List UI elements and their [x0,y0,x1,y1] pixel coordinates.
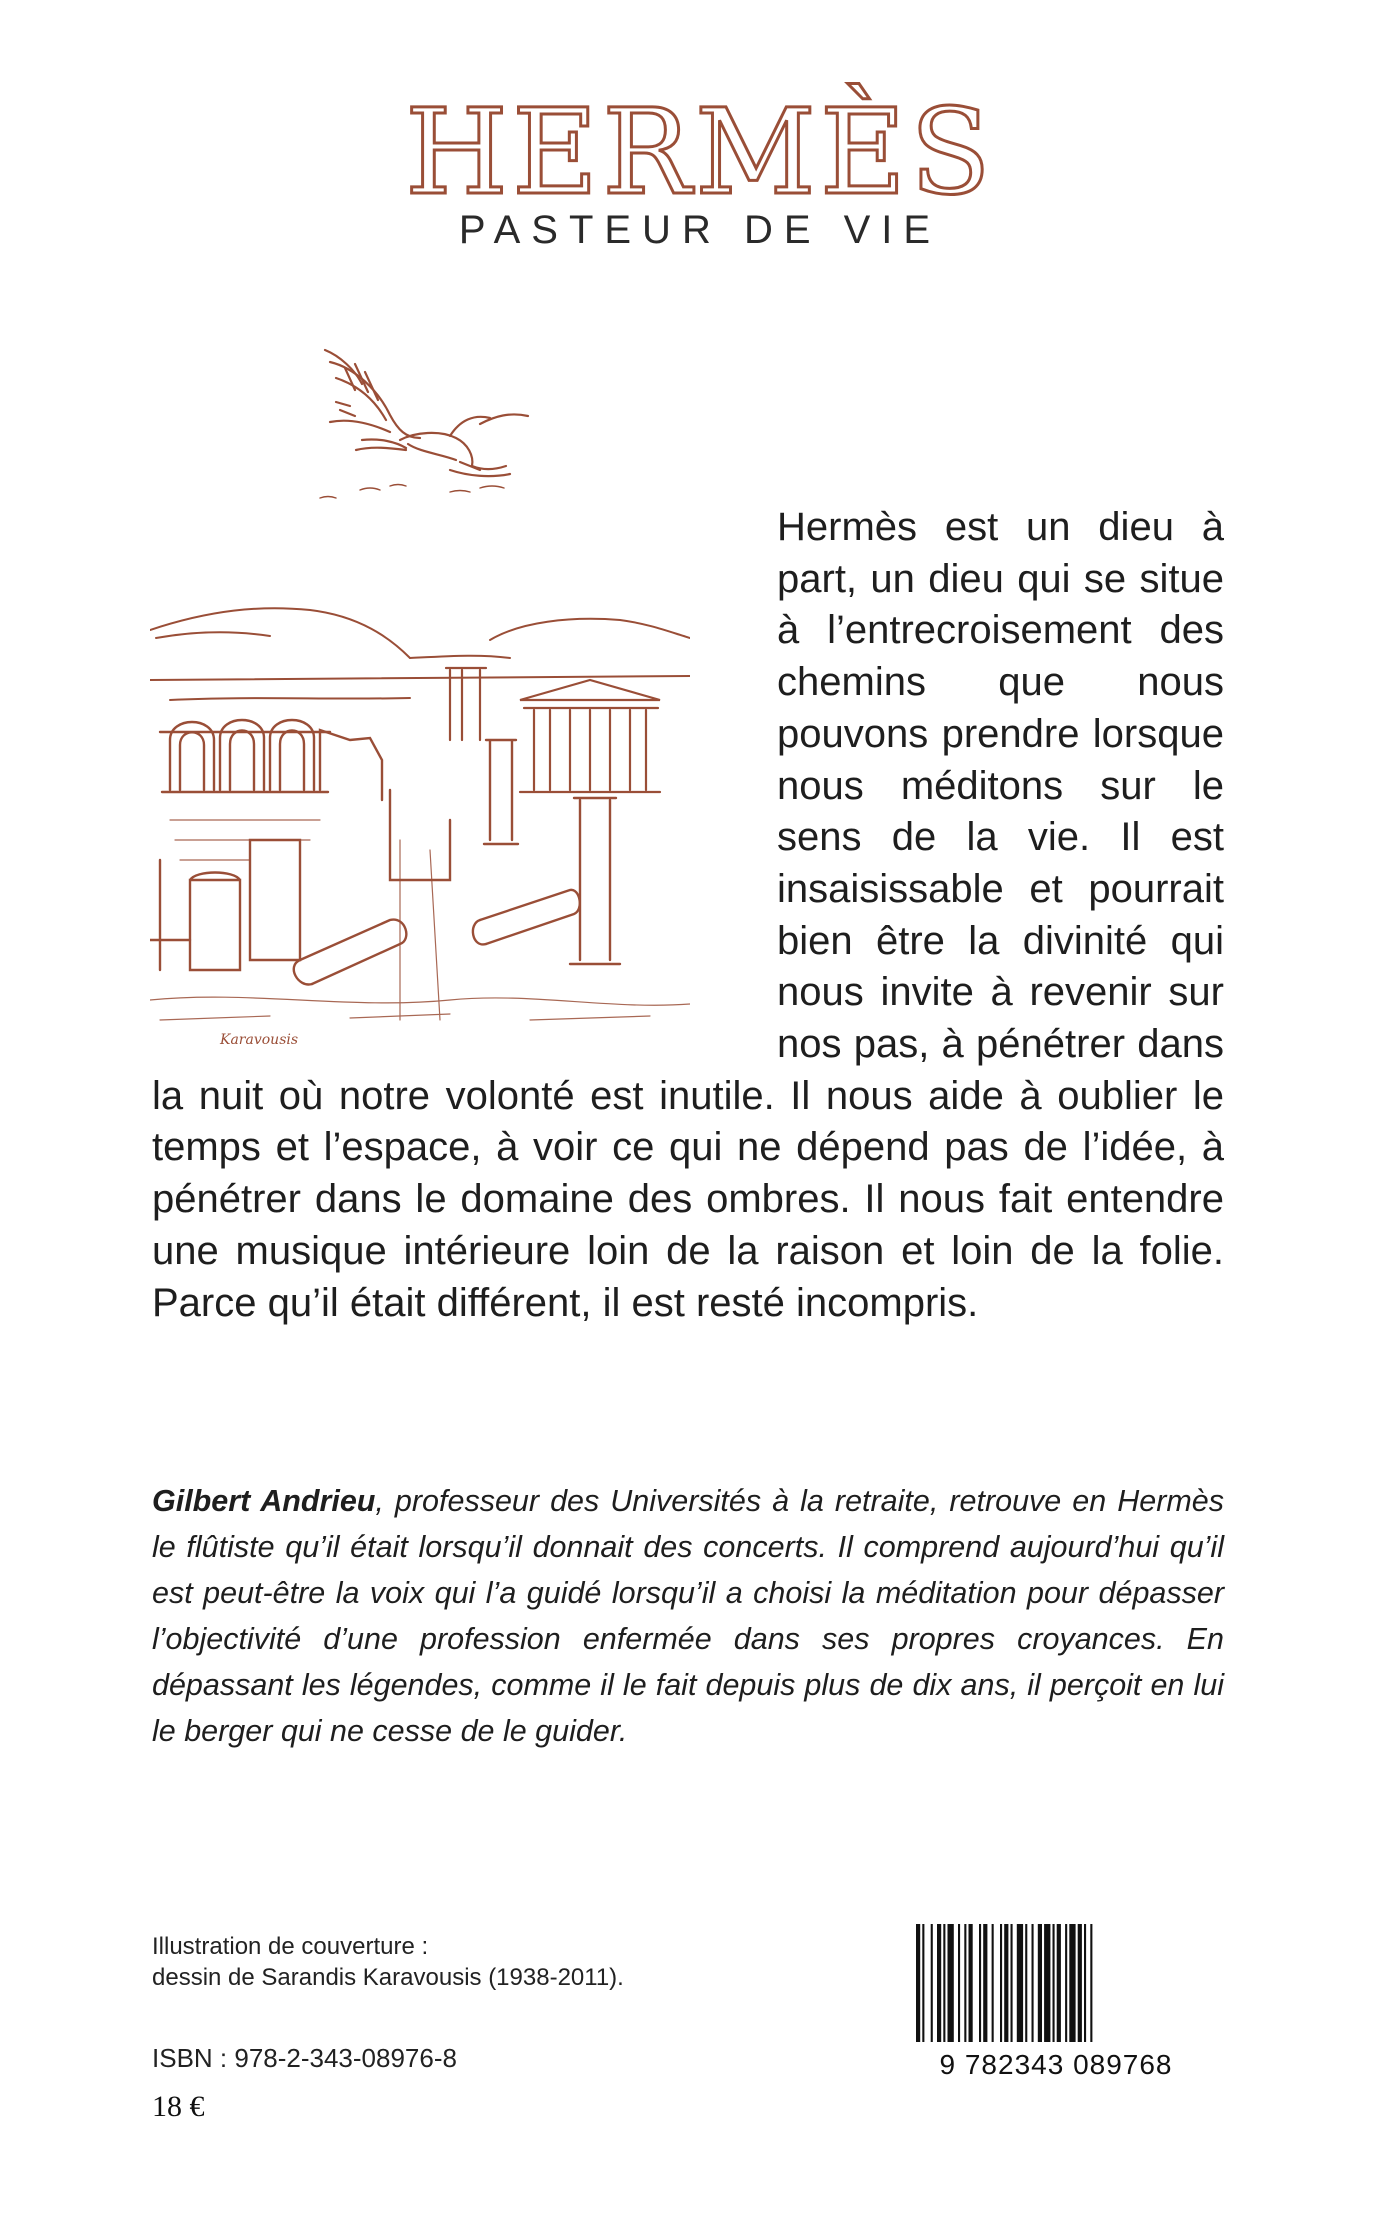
barcode-bar [1057,1924,1061,2042]
barcode-bar [1038,1924,1042,2042]
barcode-bar [983,1924,987,2042]
barcode-bar [1032,1924,1034,2042]
illustration-credit [152,1931,624,1993]
isbn: ISBN : 978-2-343-08976-8 [152,2043,457,2073]
barcode-bar [1044,1924,1050,2042]
author-name: Gilbert Andrieu [152,1484,376,1518]
credit-line-2: dessin de Sarandis Karavousis (1938-2011). [152,1964,624,1991]
barcode-bar [1004,1924,1008,2042]
barcode-bar [922,1924,924,2042]
author-bio [152,1478,1224,1754]
barcode-bar [1078,1924,1082,2042]
barcode-bar [1017,1924,1023,2042]
barcode-bar [1090,1924,1092,2042]
barcode-bar [1025,1924,1027,2042]
winged-figure [325,350,528,476]
barcode-bar [1053,1924,1055,2042]
barcode-bar [1011,1924,1013,2042]
author-bio-text: , professeur des Universités à la retraite, retrouve en Hermès le flûtiste qu’il était lorsqu’il donnait des concerts. Il comprend aujourd’hui qu’il est peut-être la voix qui l’a guidé lorsqu’il a choisi la méditation pour dépasser l’objectivité d’une profession enfermée dans ses propres croyances. En dépassant les légendes, comme il le fait depuis plus de dix ans, il perçoit en lui le berger qui ne cesse de le guider. [152,1484,1224,1748]
book-subtitle: PASTEUR DE VIE [458,208,942,252]
barcode-bar [979,1924,981,2042]
barcode-bar [1084,1924,1086,2042]
barcode-bar [969,1924,973,2042]
barcode-bar [916,1924,920,2042]
barcode-bar [964,1924,966,2042]
barcode-bar [937,1924,941,2042]
barcode-icon [906,1920,1206,2080]
barcode-bar [992,1924,994,2042]
credit-line-1: Illustration de couverture : [152,1933,429,1960]
barcode-bar [943,1924,945,2042]
barcode-bar [1069,1924,1075,2042]
barcode-bar [948,1924,954,2042]
barcode-digits: 9 782343 089768 [939,2049,1173,2080]
barcode-bar [958,1924,960,2042]
barcode-bar [1065,1924,1067,2042]
book-title: HERMÈS [405,83,995,221]
price: 18 € [152,2090,205,2123]
barcode-bar [1000,1924,1002,2042]
artist-signature: Karavousis [220,1032,299,1048]
barcode-bar [931,1924,933,2042]
summary-text: Hermès est un dieu à part, un dieu qui se situe à l’entrecroisement des chemins que nous pouvons prendre lorsque nous méditons sur le sens de la vie. Il est insaisissable et pourrait bien être la divinité qui nous invite à revenir sur nos pas, à pénétrer dans la nuit où notre volonté est inutile. Il nous aide à oublier le temps et l’espace, à voir ce qui ne dépend pas de l’idée, à pénétrer dans le domaine des ombres. Il nous fait entendre une musique intérieure loin de la raison et loin de la folie. Parce qu’il était différent, il est resté incompris. [152,505,1224,1325]
